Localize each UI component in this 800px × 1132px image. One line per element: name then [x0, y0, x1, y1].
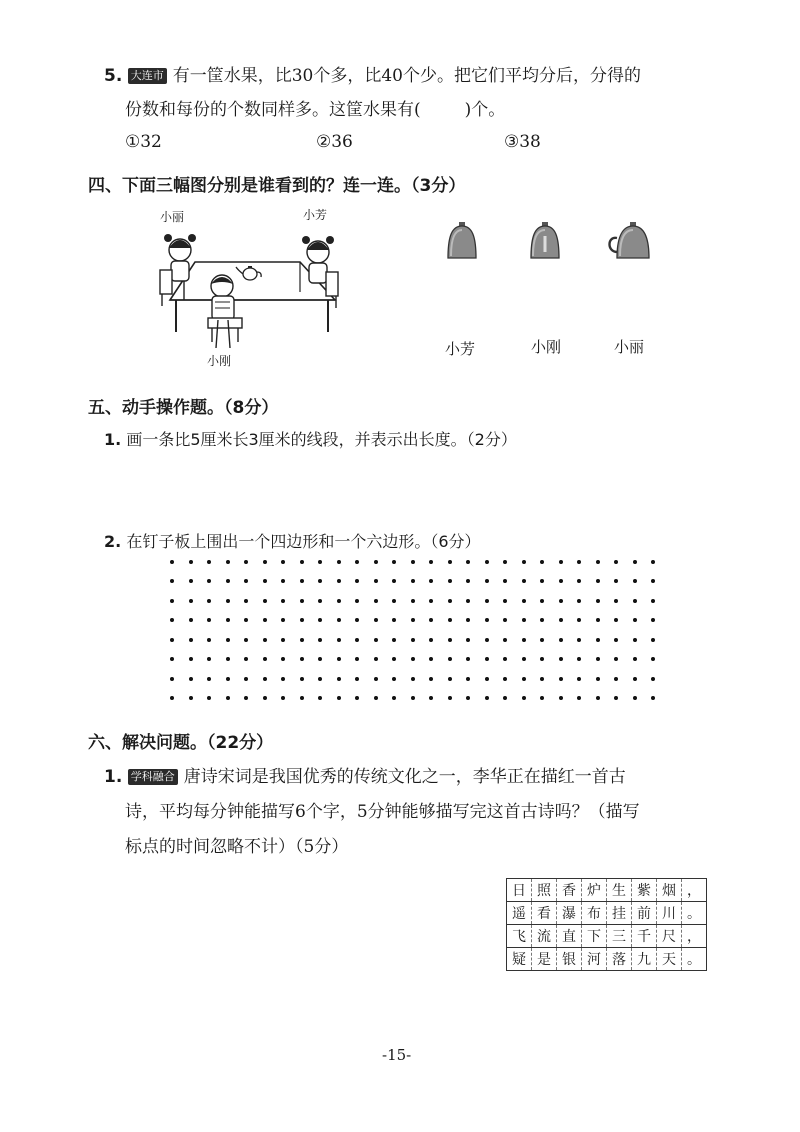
peg[interactable] [244, 618, 248, 622]
peg[interactable] [577, 657, 581, 661]
poem-char: 下 [582, 925, 607, 948]
peg[interactable] [540, 696, 544, 700]
peg[interactable] [374, 618, 378, 622]
peg[interactable] [374, 638, 378, 642]
peg[interactable] [559, 579, 563, 583]
peg[interactable] [577, 638, 581, 642]
peg[interactable] [300, 618, 304, 622]
peg[interactable] [355, 696, 359, 700]
peg[interactable] [596, 560, 600, 564]
sec5-q1-text: 画一条比5厘米长3厘米的线段，并表示出长度。（2分） [126, 430, 517, 449]
peg[interactable] [392, 696, 396, 700]
poem-char: 紫 [632, 879, 657, 902]
peg[interactable] [170, 677, 174, 681]
peg[interactable] [559, 638, 563, 642]
peg[interactable] [633, 618, 637, 622]
region-tag: 大连市 [128, 68, 167, 84]
peg[interactable] [207, 599, 211, 603]
peg[interactable] [540, 638, 544, 642]
peg[interactable] [448, 579, 452, 583]
q5-number: 5. [104, 66, 123, 86]
peg[interactable] [633, 560, 637, 564]
peg[interactable] [485, 579, 489, 583]
poem-char: 尺 [657, 925, 682, 948]
poem-char: 挂 [607, 902, 632, 925]
scene-label-xiaogang: 小刚 [207, 354, 232, 368]
peg[interactable] [281, 657, 285, 661]
sec6-q1-text-2: 诗，平均每分钟能描写6个字，5分钟能够描写完这首古诗吗？（描写 [125, 802, 640, 822]
peg[interactable] [244, 696, 248, 700]
peg[interactable] [244, 638, 248, 642]
peg[interactable] [226, 677, 230, 681]
sec6-q1-text-3: 标点的时间忽略不计）（5分） [125, 837, 349, 857]
poem-punct: ， [682, 925, 707, 948]
peg[interactable] [614, 618, 618, 622]
poem-char: 九 [632, 948, 657, 971]
q5-option-2[interactable]: ②36 [316, 132, 353, 152]
peg[interactable] [577, 560, 581, 564]
peg[interactable] [614, 696, 618, 700]
poem-grid [506, 878, 707, 971]
peg[interactable] [392, 657, 396, 661]
peg[interactable] [466, 579, 470, 583]
peg[interactable] [540, 579, 544, 583]
sec5-q2-text: 在钉子板上围出一个四边形和一个六边形。（6分） [126, 532, 481, 551]
poem-char: 前 [632, 902, 657, 925]
q5-option-1[interactable]: ①32 [125, 132, 162, 152]
peg[interactable] [448, 677, 452, 681]
peg[interactable] [522, 657, 526, 661]
peg[interactable] [540, 657, 544, 661]
peg[interactable] [374, 696, 378, 700]
peg[interactable] [651, 579, 655, 583]
peg[interactable] [170, 696, 174, 700]
peg[interactable] [392, 579, 396, 583]
peg[interactable] [522, 579, 526, 583]
peg[interactable] [374, 560, 378, 564]
peg[interactable] [318, 560, 322, 564]
q5-line1 [104, 66, 641, 86]
peg[interactable] [596, 638, 600, 642]
peg[interactable] [651, 696, 655, 700]
peg[interactable] [189, 579, 193, 583]
peg[interactable] [281, 696, 285, 700]
peg[interactable] [170, 618, 174, 622]
peg[interactable] [281, 638, 285, 642]
peg[interactable] [522, 599, 526, 603]
poem-char: 落 [607, 948, 632, 971]
peg[interactable] [337, 579, 341, 583]
peg[interactable] [633, 677, 637, 681]
poem-punct: 。 [682, 902, 707, 925]
peg[interactable] [226, 657, 230, 661]
peg[interactable] [485, 638, 489, 642]
peg-board[interactable] [170, 560, 655, 700]
sec5-q1-number: 1. [104, 430, 122, 449]
peg[interactable] [355, 599, 359, 603]
peg[interactable] [281, 618, 285, 622]
section-5-title: 五、动手操作题。（8分） [88, 398, 279, 418]
poem-char: 疑 [507, 948, 532, 971]
peg[interactable] [503, 677, 507, 681]
peg[interactable] [614, 677, 618, 681]
peg[interactable] [633, 579, 637, 583]
peg[interactable] [522, 696, 526, 700]
peg[interactable] [281, 560, 285, 564]
peg[interactable] [281, 579, 285, 583]
peg[interactable] [318, 696, 322, 700]
peg[interactable] [226, 618, 230, 622]
peg[interactable] [614, 657, 618, 661]
peg[interactable] [559, 696, 563, 700]
peg[interactable] [392, 560, 396, 564]
page-number: -15- [382, 1046, 412, 1064]
peg[interactable] [374, 657, 378, 661]
peg[interactable] [263, 677, 267, 681]
poem-char: 是 [532, 948, 557, 971]
peg[interactable] [300, 696, 304, 700]
peg[interactable] [522, 560, 526, 564]
peg[interactable] [614, 599, 618, 603]
peg[interactable] [559, 657, 563, 661]
peg[interactable] [448, 599, 452, 603]
poem-row [507, 879, 707, 902]
peg[interactable] [300, 638, 304, 642]
peg[interactable] [485, 696, 489, 700]
peg[interactable] [411, 657, 415, 661]
peg[interactable] [337, 696, 341, 700]
peg[interactable] [577, 696, 581, 700]
peg[interactable] [651, 677, 655, 681]
peg[interactable] [244, 579, 248, 583]
peg[interactable] [596, 696, 600, 700]
peg[interactable] [503, 638, 507, 642]
poem-char: 千 [632, 925, 657, 948]
drawing-area[interactable] [120, 460, 660, 530]
peg[interactable] [503, 618, 507, 622]
peg[interactable] [448, 560, 452, 564]
peg[interactable] [318, 579, 322, 583]
peg[interactable] [374, 677, 378, 681]
scene-label-xiaoli: 小丽 [160, 210, 185, 224]
peg[interactable] [170, 599, 174, 603]
poem-char: 香 [557, 879, 582, 902]
poem-char: 天 [657, 948, 682, 971]
peg[interactable] [522, 677, 526, 681]
peg[interactable] [503, 657, 507, 661]
peg[interactable] [318, 657, 322, 661]
peg[interactable] [651, 560, 655, 564]
peg[interactable] [355, 657, 359, 661]
peg[interactable] [522, 638, 526, 642]
peg[interactable] [411, 560, 415, 564]
peg[interactable] [411, 579, 415, 583]
peg[interactable] [337, 657, 341, 661]
peg[interactable] [559, 618, 563, 622]
peg[interactable] [429, 696, 433, 700]
peg[interactable] [318, 599, 322, 603]
peg[interactable] [596, 677, 600, 681]
poem-char: 看 [532, 902, 557, 925]
peg[interactable] [429, 657, 433, 661]
sec5-q2-number: 2. [104, 532, 122, 551]
peg[interactable] [503, 579, 507, 583]
peg[interactable] [633, 599, 637, 603]
poem-char: 流 [532, 925, 557, 948]
peg[interactable] [429, 560, 433, 564]
peg[interactable] [596, 618, 600, 622]
poem-punct: ， [682, 879, 707, 902]
view-label-xiaogang: 小刚 [531, 338, 562, 356]
peg[interactable] [466, 599, 470, 603]
peg[interactable] [596, 599, 600, 603]
peg[interactable] [263, 599, 267, 603]
peg[interactable] [411, 677, 415, 681]
peg[interactable] [263, 618, 267, 622]
peg[interactable] [207, 657, 211, 661]
sec6-q1-line1 [104, 767, 626, 787]
peg[interactable] [226, 560, 230, 564]
poem-punct: 。 [682, 948, 707, 971]
peg[interactable] [540, 560, 544, 564]
peg[interactable] [392, 638, 396, 642]
peg[interactable] [429, 599, 433, 603]
peg[interactable] [466, 657, 470, 661]
peg[interactable] [411, 696, 415, 700]
peg[interactable] [466, 560, 470, 564]
peg[interactable] [318, 638, 322, 642]
peg[interactable] [392, 618, 396, 622]
sec6-q1-number: 1. [104, 767, 123, 787]
peg[interactable] [244, 560, 248, 564]
view-label-xiaoli: 小丽 [614, 338, 645, 356]
peg[interactable] [429, 638, 433, 642]
poem-char: 照 [532, 879, 557, 902]
peg[interactable] [614, 560, 618, 564]
peg[interactable] [540, 677, 544, 681]
peg[interactable] [263, 560, 267, 564]
peg[interactable] [559, 599, 563, 603]
poem-char: 银 [557, 948, 582, 971]
peg[interactable] [318, 618, 322, 622]
peg[interactable] [355, 677, 359, 681]
peg[interactable] [281, 677, 285, 681]
poem-char: 烟 [657, 879, 682, 902]
peg[interactable] [355, 618, 359, 622]
peg[interactable] [263, 696, 267, 700]
peg[interactable] [614, 579, 618, 583]
peg[interactable] [596, 657, 600, 661]
peg[interactable] [244, 677, 248, 681]
peg[interactable] [466, 618, 470, 622]
subject-tag: 学科融合 [128, 769, 178, 785]
peg[interactable] [503, 696, 507, 700]
peg[interactable] [226, 599, 230, 603]
poem-row [507, 925, 707, 948]
peg[interactable] [207, 677, 211, 681]
peg[interactable] [263, 657, 267, 661]
peg[interactable] [226, 638, 230, 642]
peg[interactable] [337, 638, 341, 642]
peg[interactable] [522, 618, 526, 622]
poem-char: 飞 [507, 925, 532, 948]
peg[interactable] [337, 677, 341, 681]
poem-row [507, 902, 707, 925]
peg[interactable] [577, 579, 581, 583]
peg[interactable] [170, 560, 174, 564]
peg[interactable] [244, 657, 248, 661]
peg[interactable] [189, 657, 193, 661]
peg[interactable] [411, 599, 415, 603]
peg[interactable] [633, 696, 637, 700]
poem-char: 川 [657, 902, 682, 925]
peg[interactable] [559, 677, 563, 681]
section-6-title: 六、解决问题。（22分） [88, 733, 274, 753]
peg[interactable] [170, 638, 174, 642]
peg[interactable] [577, 618, 581, 622]
peg[interactable] [244, 599, 248, 603]
peg[interactable] [300, 560, 304, 564]
peg[interactable] [633, 638, 637, 642]
q5-text-2b: )个。 [464, 100, 506, 120]
peg[interactable] [466, 696, 470, 700]
peg[interactable] [300, 579, 304, 583]
peg[interactable] [281, 599, 285, 603]
view-label-xiaofang: 小芳 [445, 340, 476, 358]
q5-text-1: 有一筐水果，比30个多，比40个少。把它们平均分后，分得的 [172, 66, 641, 86]
peg[interactable] [189, 696, 193, 700]
sec5-q2 [104, 532, 481, 552]
peg[interactable] [355, 560, 359, 564]
peg[interactable] [374, 599, 378, 603]
peg[interactable] [337, 560, 341, 564]
poem-char: 瀑 [557, 902, 582, 925]
peg[interactable] [448, 618, 452, 622]
peg[interactable] [429, 618, 433, 622]
peg[interactable] [189, 618, 193, 622]
peg[interactable] [300, 657, 304, 661]
peg[interactable] [651, 638, 655, 642]
peg[interactable] [300, 599, 304, 603]
peg[interactable] [411, 638, 415, 642]
peg[interactable] [189, 677, 193, 681]
peg[interactable] [448, 638, 452, 642]
peg[interactable] [263, 579, 267, 583]
peg[interactable] [300, 677, 304, 681]
section-4-title: 四、下面三幅图分别是谁看到的？连一连。（3分） [88, 176, 466, 196]
peg[interactable] [485, 677, 489, 681]
peg[interactable] [207, 618, 211, 622]
peg[interactable] [540, 618, 544, 622]
peg[interactable] [596, 579, 600, 583]
scene-label-xiaofang: 小芳 [303, 208, 328, 222]
peg[interactable] [559, 560, 563, 564]
teapot-view-front [442, 218, 482, 262]
peg[interactable] [577, 599, 581, 603]
peg[interactable] [577, 677, 581, 681]
q5-line2 [125, 100, 505, 120]
table-scene-illustration [150, 222, 350, 354]
poem-char: 直 [557, 925, 582, 948]
peg[interactable] [485, 657, 489, 661]
sec6-q1-text-1: 唐诗宋词是我国优秀的传统文化之一，李华正在描红一首古 [183, 767, 626, 787]
peg[interactable] [263, 638, 267, 642]
peg[interactable] [429, 677, 433, 681]
peg[interactable] [374, 579, 378, 583]
poem-char: 布 [582, 902, 607, 925]
sec5-q1 [104, 430, 517, 450]
peg[interactable] [170, 657, 174, 661]
peg[interactable] [207, 638, 211, 642]
peg[interactable] [614, 638, 618, 642]
peg[interactable] [392, 677, 396, 681]
peg[interactable] [355, 579, 359, 583]
peg[interactable] [337, 618, 341, 622]
peg[interactable] [540, 599, 544, 603]
poem-char: 三 [607, 925, 632, 948]
poem-char: 炉 [582, 879, 607, 902]
peg[interactable] [485, 618, 489, 622]
peg[interactable] [485, 599, 489, 603]
peg[interactable] [355, 638, 359, 642]
peg[interactable] [651, 657, 655, 661]
peg[interactable] [466, 638, 470, 642]
peg[interactable] [207, 579, 211, 583]
peg[interactable] [651, 618, 655, 622]
teapot-view-spout [523, 218, 567, 262]
q5-option-3[interactable]: ③38 [504, 132, 541, 152]
peg[interactable] [448, 657, 452, 661]
peg[interactable] [503, 560, 507, 564]
peg[interactable] [448, 696, 452, 700]
peg[interactable] [411, 618, 415, 622]
peg[interactable] [207, 560, 211, 564]
peg[interactable] [226, 696, 230, 700]
peg[interactable] [318, 677, 322, 681]
poem-char: 日 [507, 879, 532, 902]
peg[interactable] [633, 657, 637, 661]
poem-char: 生 [607, 879, 632, 902]
peg[interactable] [189, 599, 193, 603]
peg[interactable] [392, 599, 396, 603]
peg[interactable] [466, 677, 470, 681]
peg[interactable] [485, 560, 489, 564]
peg[interactable] [189, 560, 193, 564]
peg[interactable] [207, 696, 211, 700]
peg[interactable] [170, 579, 174, 583]
poem-row [507, 948, 707, 971]
peg[interactable] [226, 579, 230, 583]
peg[interactable] [189, 638, 193, 642]
poem-char: 河 [582, 948, 607, 971]
peg[interactable] [337, 599, 341, 603]
peg[interactable] [651, 599, 655, 603]
poem-char: 遥 [507, 902, 532, 925]
teapot-view-handle [605, 218, 655, 262]
peg[interactable] [503, 599, 507, 603]
q5-text-2a: 份数和每份的个数同样多。这筐水果有( [125, 100, 421, 120]
peg[interactable] [429, 579, 433, 583]
